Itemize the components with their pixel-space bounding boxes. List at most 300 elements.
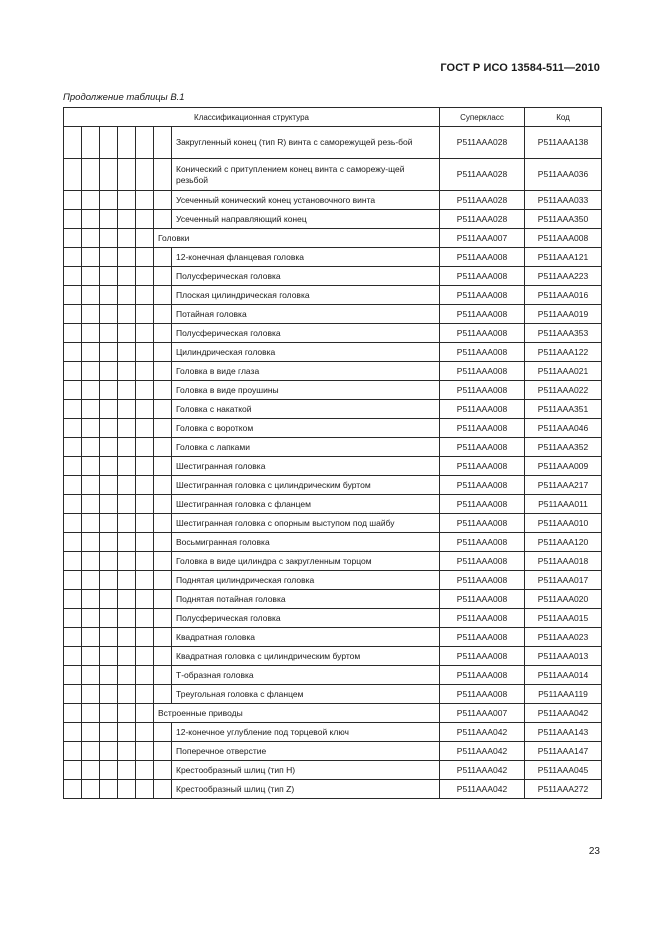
hierarchy-level-cell	[82, 229, 100, 248]
hierarchy-level-cell	[136, 343, 154, 362]
class-name-cell: Крестообразный шлиц (тип Z)	[172, 780, 440, 799]
hierarchy-level-cell	[118, 343, 136, 362]
hierarchy-level-cell	[100, 229, 118, 248]
code-cell: P511AAA011	[525, 495, 602, 514]
superclass-cell: P511AAA028	[440, 210, 525, 229]
hierarchy-level-cell	[136, 495, 154, 514]
class-name-cell: Полусферическая головка	[172, 267, 440, 286]
code-cell: P511AAA121	[525, 248, 602, 267]
hierarchy-level-cell	[136, 381, 154, 400]
hierarchy-level-cell	[118, 127, 136, 159]
hierarchy-level-cell	[100, 514, 118, 533]
class-name-cell: 12-конечное углубление под торцевой ключ	[172, 723, 440, 742]
hierarchy-level-cell	[100, 191, 118, 210]
hierarchy-level-cell	[154, 305, 172, 324]
class-name-cell: Головка с воротком	[172, 419, 440, 438]
hierarchy-level-cell	[82, 267, 100, 286]
hierarchy-level-cell	[64, 362, 82, 381]
table-row	[64, 628, 602, 647]
hierarchy-level-cell	[82, 647, 100, 666]
table-row	[64, 400, 602, 419]
hierarchy-level-cell	[82, 419, 100, 438]
hierarchy-level-cell	[154, 438, 172, 457]
code-cell: P511AAA119	[525, 685, 602, 704]
hierarchy-level-cell	[118, 381, 136, 400]
hierarchy-level-cell	[154, 159, 172, 191]
hierarchy-level-cell	[118, 704, 136, 723]
table-row	[64, 780, 602, 799]
table-row	[64, 381, 602, 400]
hierarchy-level-cell	[118, 628, 136, 647]
code-cell: P511AAA120	[525, 533, 602, 552]
superclass-cell: P511AAA008	[440, 305, 525, 324]
hierarchy-level-cell	[82, 438, 100, 457]
hierarchy-level-cell	[100, 381, 118, 400]
table-row	[64, 666, 602, 685]
superclass-cell: P511AAA008	[440, 343, 525, 362]
hierarchy-level-cell	[100, 780, 118, 799]
hierarchy-level-cell	[118, 362, 136, 381]
hierarchy-level-cell	[64, 723, 82, 742]
code-cell: P511AAA223	[525, 267, 602, 286]
hierarchy-level-cell	[118, 552, 136, 571]
hierarchy-level-cell	[136, 362, 154, 381]
hierarchy-level-cell	[64, 590, 82, 609]
table-row	[64, 742, 602, 761]
hierarchy-level-cell	[64, 780, 82, 799]
hierarchy-level-cell	[82, 552, 100, 571]
hierarchy-level-cell	[64, 609, 82, 628]
table-row	[64, 495, 602, 514]
hierarchy-level-cell	[136, 742, 154, 761]
hierarchy-level-cell	[118, 780, 136, 799]
hierarchy-level-cell	[64, 381, 82, 400]
class-name-cell: Головка в виде цилиндра с закругленным торцом	[172, 552, 440, 571]
superclass-cell: P511AAA042	[440, 723, 525, 742]
hierarchy-level-cell	[118, 723, 136, 742]
code-cell: P511AAA022	[525, 381, 602, 400]
hierarchy-level-cell	[136, 127, 154, 159]
hierarchy-level-cell	[118, 761, 136, 780]
superclass-cell: P511AAA008	[440, 362, 525, 381]
hierarchy-level-cell	[154, 514, 172, 533]
superclass-cell: P511AAA007	[440, 229, 525, 248]
class-name-cell: Усеченный конический конец установочного винта	[172, 191, 440, 210]
hierarchy-level-cell	[100, 438, 118, 457]
hierarchy-level-cell	[100, 666, 118, 685]
hierarchy-level-cell	[136, 590, 154, 609]
code-cell: P511AAA272	[525, 780, 602, 799]
code-cell: P511AAA352	[525, 438, 602, 457]
class-name-cell: Квадратная головка	[172, 628, 440, 647]
hierarchy-level-cell	[82, 780, 100, 799]
hierarchy-level-cell	[154, 495, 172, 514]
table-row	[64, 609, 602, 628]
code-cell: P511AAA042	[525, 704, 602, 723]
code-cell: P511AAA023	[525, 628, 602, 647]
class-name-cell: Шестигранная головка	[172, 457, 440, 476]
hierarchy-level-cell	[64, 127, 82, 159]
superclass-cell: P511AAA008	[440, 457, 525, 476]
hierarchy-level-cell	[154, 533, 172, 552]
hierarchy-level-cell	[82, 127, 100, 159]
code-cell: P511AAA143	[525, 723, 602, 742]
superclass-cell: P511AAA008	[440, 438, 525, 457]
hierarchy-level-cell	[64, 647, 82, 666]
class-name-cell: Головка с лапками	[172, 438, 440, 457]
hierarchy-level-cell	[154, 381, 172, 400]
code-cell: P511AAA013	[525, 647, 602, 666]
class-name-cell: Т-образная головка	[172, 666, 440, 685]
class-name-cell: Полусферическая головка	[172, 609, 440, 628]
hierarchy-level-cell	[64, 666, 82, 685]
hierarchy-level-cell	[118, 438, 136, 457]
hierarchy-level-cell	[118, 286, 136, 305]
code-cell: P511AAA016	[525, 286, 602, 305]
code-cell: P511AAA014	[525, 666, 602, 685]
table-row	[64, 457, 602, 476]
hierarchy-level-cell	[136, 457, 154, 476]
superclass-cell: P511AAA008	[440, 381, 525, 400]
hierarchy-level-cell	[100, 286, 118, 305]
hierarchy-level-cell	[64, 685, 82, 704]
hierarchy-level-cell	[100, 742, 118, 761]
superclass-cell: P511AAA008	[440, 590, 525, 609]
class-name-cell: Треугольная головка с фланцем	[172, 685, 440, 704]
code-cell: P511AAA138	[525, 127, 602, 159]
code-cell: P511AAA008	[525, 229, 602, 248]
code-cell: P511AAA019	[525, 305, 602, 324]
hierarchy-level-cell	[100, 533, 118, 552]
hierarchy-level-cell	[118, 191, 136, 210]
hierarchy-level-cell	[82, 723, 100, 742]
hierarchy-level-cell	[82, 742, 100, 761]
hierarchy-level-cell	[136, 324, 154, 343]
hierarchy-level-cell	[82, 159, 100, 191]
table-header-row	[64, 108, 602, 127]
table-row	[64, 324, 602, 343]
hierarchy-level-cell	[154, 127, 172, 159]
code-cell: P511AAA009	[525, 457, 602, 476]
hierarchy-level-cell	[136, 229, 154, 248]
superclass-cell: P511AAA028	[440, 191, 525, 210]
hierarchy-level-cell	[82, 286, 100, 305]
superclass-cell: P511AAA008	[440, 609, 525, 628]
hierarchy-level-cell	[154, 267, 172, 286]
code-cell: P511AAA036	[525, 159, 602, 191]
hierarchy-level-cell	[154, 571, 172, 590]
hierarchy-level-cell	[64, 286, 82, 305]
hierarchy-level-cell	[118, 476, 136, 495]
superclass-cell: P511AAA008	[440, 685, 525, 704]
hierarchy-level-cell	[64, 514, 82, 533]
table-row	[64, 438, 602, 457]
hierarchy-level-cell	[82, 514, 100, 533]
hierarchy-level-cell	[100, 590, 118, 609]
hierarchy-level-cell	[118, 742, 136, 761]
superclass-cell: P511AAA008	[440, 647, 525, 666]
hierarchy-level-cell	[154, 248, 172, 267]
class-name-cell: Шестигранная головка с фланцем	[172, 495, 440, 514]
hierarchy-level-cell	[118, 495, 136, 514]
superclass-cell: P511AAA008	[440, 476, 525, 495]
hierarchy-level-cell	[64, 628, 82, 647]
hierarchy-level-cell	[100, 343, 118, 362]
hierarchy-level-cell	[136, 400, 154, 419]
hierarchy-level-cell	[100, 704, 118, 723]
hierarchy-level-cell	[136, 305, 154, 324]
hierarchy-level-cell	[118, 248, 136, 267]
class-name-cell: Потайная головка	[172, 305, 440, 324]
hierarchy-level-cell	[82, 191, 100, 210]
hierarchy-level-cell	[136, 628, 154, 647]
hierarchy-level-cell	[136, 723, 154, 742]
table-caption: Продолжение таблицы В.1	[63, 92, 185, 103]
hierarchy-level-cell	[64, 533, 82, 552]
hierarchy-level-cell	[64, 191, 82, 210]
code-cell: P511AAA045	[525, 761, 602, 780]
superclass-cell: P511AAA042	[440, 761, 525, 780]
table-row	[64, 647, 602, 666]
table-row	[64, 286, 602, 305]
code-cell: P511AAA122	[525, 343, 602, 362]
class-name-cell: Шестигранная головка с опорным выступом под шайбу	[172, 514, 440, 533]
class-name-cell: Полусферическая головка	[172, 324, 440, 343]
superclass-cell: P511AAA007	[440, 704, 525, 723]
table-row	[64, 704, 602, 723]
hierarchy-level-cell	[136, 191, 154, 210]
class-name-cell: Усеченный направляющий конец	[172, 210, 440, 229]
hierarchy-level-cell	[100, 362, 118, 381]
superclass-cell: P511AAA008	[440, 400, 525, 419]
hierarchy-level-cell	[118, 647, 136, 666]
hierarchy-level-cell	[100, 647, 118, 666]
superclass-cell: P511AAA008	[440, 419, 525, 438]
table-row	[64, 723, 602, 742]
superclass-cell: P511AAA008	[440, 324, 525, 343]
table-row	[64, 761, 602, 780]
hierarchy-level-cell	[136, 685, 154, 704]
hierarchy-level-cell	[100, 552, 118, 571]
superclass-cell: P511AAA008	[440, 248, 525, 267]
class-name-cell: Квадратная головка с цилиндрическим буртом	[172, 647, 440, 666]
hierarchy-level-cell	[82, 305, 100, 324]
superclass-cell: P511AAA028	[440, 127, 525, 159]
column-header-superclass: Суперкласс	[440, 108, 525, 127]
hierarchy-level-cell	[118, 514, 136, 533]
class-name-cell: Крестообразный шлиц (тип H)	[172, 761, 440, 780]
hierarchy-level-cell	[100, 305, 118, 324]
table-row	[64, 159, 602, 191]
hierarchy-level-cell	[136, 159, 154, 191]
hierarchy-level-cell	[136, 248, 154, 267]
hierarchy-level-cell	[100, 723, 118, 742]
column-header-code: Код	[525, 108, 602, 127]
class-name-cell: Конический с притуплением конец винта с саморежу-щей резьбой	[172, 159, 440, 191]
hierarchy-level-cell	[154, 780, 172, 799]
hierarchy-level-cell	[82, 609, 100, 628]
hierarchy-level-cell	[100, 210, 118, 229]
hierarchy-level-cell	[64, 324, 82, 343]
hierarchy-level-cell	[100, 159, 118, 191]
hierarchy-level-cell	[64, 267, 82, 286]
hierarchy-level-cell	[154, 362, 172, 381]
hierarchy-level-cell	[64, 305, 82, 324]
table-row	[64, 267, 602, 286]
code-cell: P511AAA217	[525, 476, 602, 495]
hierarchy-level-cell	[82, 248, 100, 267]
hierarchy-level-cell	[154, 343, 172, 362]
hierarchy-level-cell	[154, 685, 172, 704]
hierarchy-level-cell	[100, 609, 118, 628]
code-cell: P511AAA015	[525, 609, 602, 628]
table-row	[64, 571, 602, 590]
table-row	[64, 248, 602, 267]
table-row	[64, 191, 602, 210]
code-cell: P511AAA147	[525, 742, 602, 761]
table-row	[64, 343, 602, 362]
hierarchy-level-cell	[154, 590, 172, 609]
class-name-cell: Головка с накаткой	[172, 400, 440, 419]
code-cell: P511AAA020	[525, 590, 602, 609]
code-cell: P511AAA017	[525, 571, 602, 590]
code-cell: P511AAA033	[525, 191, 602, 210]
class-name-cell: Закругленный конец (тип R) винта с саморежущей резь-бой	[172, 127, 440, 159]
hierarchy-level-cell	[136, 514, 154, 533]
hierarchy-level-cell	[64, 495, 82, 514]
hierarchy-level-cell	[100, 495, 118, 514]
code-cell: P511AAA021	[525, 362, 602, 381]
hierarchy-level-cell	[64, 400, 82, 419]
hierarchy-level-cell	[136, 438, 154, 457]
hierarchy-level-cell	[82, 628, 100, 647]
class-name-cell: Восьмигранная головка	[172, 533, 440, 552]
code-cell: P511AAA351	[525, 400, 602, 419]
hierarchy-level-cell	[118, 457, 136, 476]
class-name-cell: Головки	[154, 229, 440, 248]
hierarchy-level-cell	[100, 457, 118, 476]
table-row	[64, 685, 602, 704]
class-name-cell: Поднятая потайная головка	[172, 590, 440, 609]
superclass-cell: P511AAA008	[440, 533, 525, 552]
hierarchy-level-cell	[136, 552, 154, 571]
superclass-cell: P511AAA042	[440, 780, 525, 799]
table-body	[64, 127, 602, 799]
hierarchy-level-cell	[82, 571, 100, 590]
table-row	[64, 305, 602, 324]
hierarchy-level-cell	[100, 248, 118, 267]
hierarchy-level-cell	[136, 476, 154, 495]
class-name-cell: Шестигранная головка с цилиндрическим буртом	[172, 476, 440, 495]
hierarchy-level-cell	[118, 419, 136, 438]
class-name-cell: Поперечное отверстие	[172, 742, 440, 761]
code-cell: P511AAA350	[525, 210, 602, 229]
hierarchy-level-cell	[154, 286, 172, 305]
hierarchy-level-cell	[64, 476, 82, 495]
hierarchy-level-cell	[82, 685, 100, 704]
hierarchy-level-cell	[154, 647, 172, 666]
hierarchy-level-cell	[154, 628, 172, 647]
hierarchy-level-cell	[82, 761, 100, 780]
hierarchy-level-cell	[118, 590, 136, 609]
class-name-cell: Цилиндрическая головка	[172, 343, 440, 362]
superclass-cell: P511AAA008	[440, 552, 525, 571]
hierarchy-level-cell	[64, 761, 82, 780]
classification-table	[63, 107, 602, 799]
hierarchy-level-cell	[82, 343, 100, 362]
hierarchy-level-cell	[154, 476, 172, 495]
hierarchy-level-cell	[136, 210, 154, 229]
hierarchy-level-cell	[136, 533, 154, 552]
hierarchy-level-cell	[64, 229, 82, 248]
hierarchy-level-cell	[118, 305, 136, 324]
hierarchy-level-cell	[64, 552, 82, 571]
hierarchy-level-cell	[154, 666, 172, 685]
hierarchy-level-cell	[82, 457, 100, 476]
table-row	[64, 419, 602, 438]
hierarchy-level-cell	[154, 419, 172, 438]
hierarchy-level-cell	[64, 571, 82, 590]
superclass-cell: P511AAA042	[440, 742, 525, 761]
column-header-structure: Классификационная структура	[64, 108, 440, 127]
hierarchy-level-cell	[154, 552, 172, 571]
table-row	[64, 127, 602, 159]
hierarchy-level-cell	[154, 457, 172, 476]
hierarchy-level-cell	[136, 647, 154, 666]
hierarchy-level-cell	[118, 267, 136, 286]
hierarchy-level-cell	[136, 609, 154, 628]
hierarchy-level-cell	[82, 476, 100, 495]
hierarchy-level-cell	[100, 685, 118, 704]
hierarchy-level-cell	[118, 324, 136, 343]
code-cell: P511AAA018	[525, 552, 602, 571]
hierarchy-level-cell	[118, 609, 136, 628]
hierarchy-level-cell	[118, 685, 136, 704]
hierarchy-level-cell	[100, 571, 118, 590]
superclass-cell: P511AAA008	[440, 666, 525, 685]
hierarchy-level-cell	[154, 761, 172, 780]
hierarchy-level-cell	[100, 419, 118, 438]
code-cell: P511AAA046	[525, 419, 602, 438]
hierarchy-level-cell	[136, 666, 154, 685]
table-row	[64, 514, 602, 533]
hierarchy-level-cell	[136, 704, 154, 723]
code-cell: P511AAA353	[525, 324, 602, 343]
table-row	[64, 552, 602, 571]
hierarchy-level-cell	[154, 324, 172, 343]
hierarchy-level-cell	[154, 609, 172, 628]
hierarchy-level-cell	[154, 210, 172, 229]
hierarchy-level-cell	[82, 381, 100, 400]
hierarchy-level-cell	[100, 628, 118, 647]
hierarchy-level-cell	[118, 210, 136, 229]
hierarchy-level-cell	[154, 742, 172, 761]
class-name-cell: Поднятая цилиндрическая головка	[172, 571, 440, 590]
hierarchy-level-cell	[82, 590, 100, 609]
hierarchy-level-cell	[118, 159, 136, 191]
hierarchy-level-cell	[118, 533, 136, 552]
hierarchy-level-cell	[82, 495, 100, 514]
hierarchy-level-cell	[64, 343, 82, 362]
hierarchy-level-cell	[136, 267, 154, 286]
hierarchy-level-cell	[100, 267, 118, 286]
class-name-cell: Плоская цилиндрическая головка	[172, 286, 440, 305]
table-row	[64, 590, 602, 609]
hierarchy-level-cell	[136, 419, 154, 438]
class-name-cell: Головка в виде глаза	[172, 362, 440, 381]
hierarchy-level-cell	[136, 761, 154, 780]
hierarchy-level-cell	[82, 400, 100, 419]
